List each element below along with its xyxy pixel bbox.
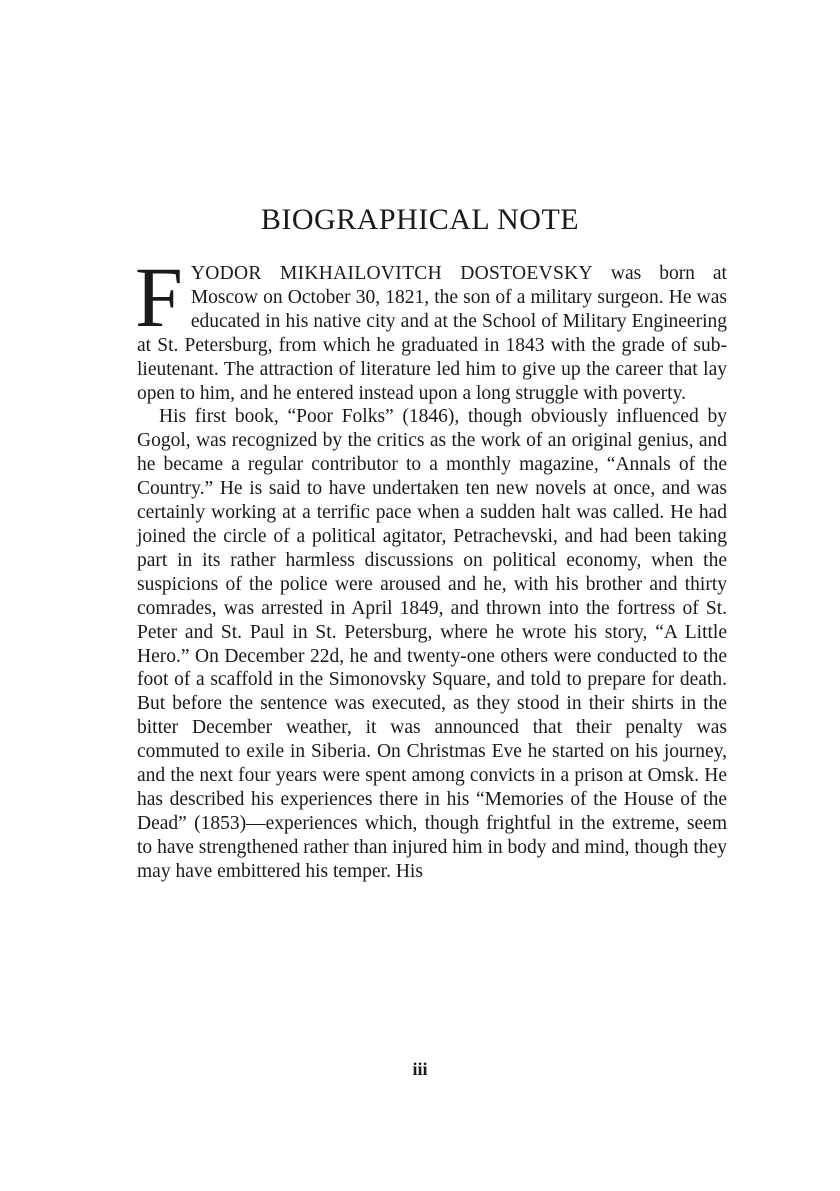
paragraph-1-text: was born at Moscow on October 30, 1821, the son of a military surgeon. He was educated in his native city and at the School of Military Engineering at St. Petersburg, from which he graduated in 1843 with the grade of sub-lieutenant. The attraction of literature led him to give up the career that lay open to him, and he entered instead upon a long struggle with poverty. xyxy=(137,263,727,404)
name-lead: YODOR MIKHAILOVITCH DOSTOEVSKY xyxy=(190,263,593,284)
body-text xyxy=(135,249,727,884)
drop-cap: F xyxy=(135,249,183,345)
paragraph-1 xyxy=(135,249,727,405)
page-title: BIOGRAPHICAL NOTE xyxy=(260,203,580,236)
paragraph-2: His first book, “Poor Folks” (1846), though obviously influenced by Gogol, was recognized by the critics as the work of an original genius, and he became a regular contributor to a monthly magazine, “Annals of the Country.” He is said to have undertaken ten new novels at once, and was certainly working at a terrific pace when a sudden halt was called. He had joined the circle of a political agitator, Petrachevski, and had been taking part in its rather harmless discussions on political economy, when the suspicions of the police were aroused and he, with his brother and thirty comrades, was arrested in April 1849, and thrown into the fortress of St. Peter and St. Paul in St. Petersburg, where he wrote his story, “A Little Hero.” On December 22d, he and twenty-one others were conducted to the foot of a scaffold in the Simonovsky Square, and told to prepare for death. But before the sentence was executed, as they stood in their shirts in the bitter December weather, it was announced that their penalty was commuted to exile in Siberia. On Christmas Eve he started on his journey, and the next four years were spent among convicts in a prison at Omsk. He has described his experiences there in his “Memories of the House of the Dead” (1853)—experiences which, though frightful in the extreme, seem to have strengthened rather than injured him in body and mind, though they may have embittered his temper. His xyxy=(137,406,727,882)
page-number: iii xyxy=(412,1059,428,1079)
